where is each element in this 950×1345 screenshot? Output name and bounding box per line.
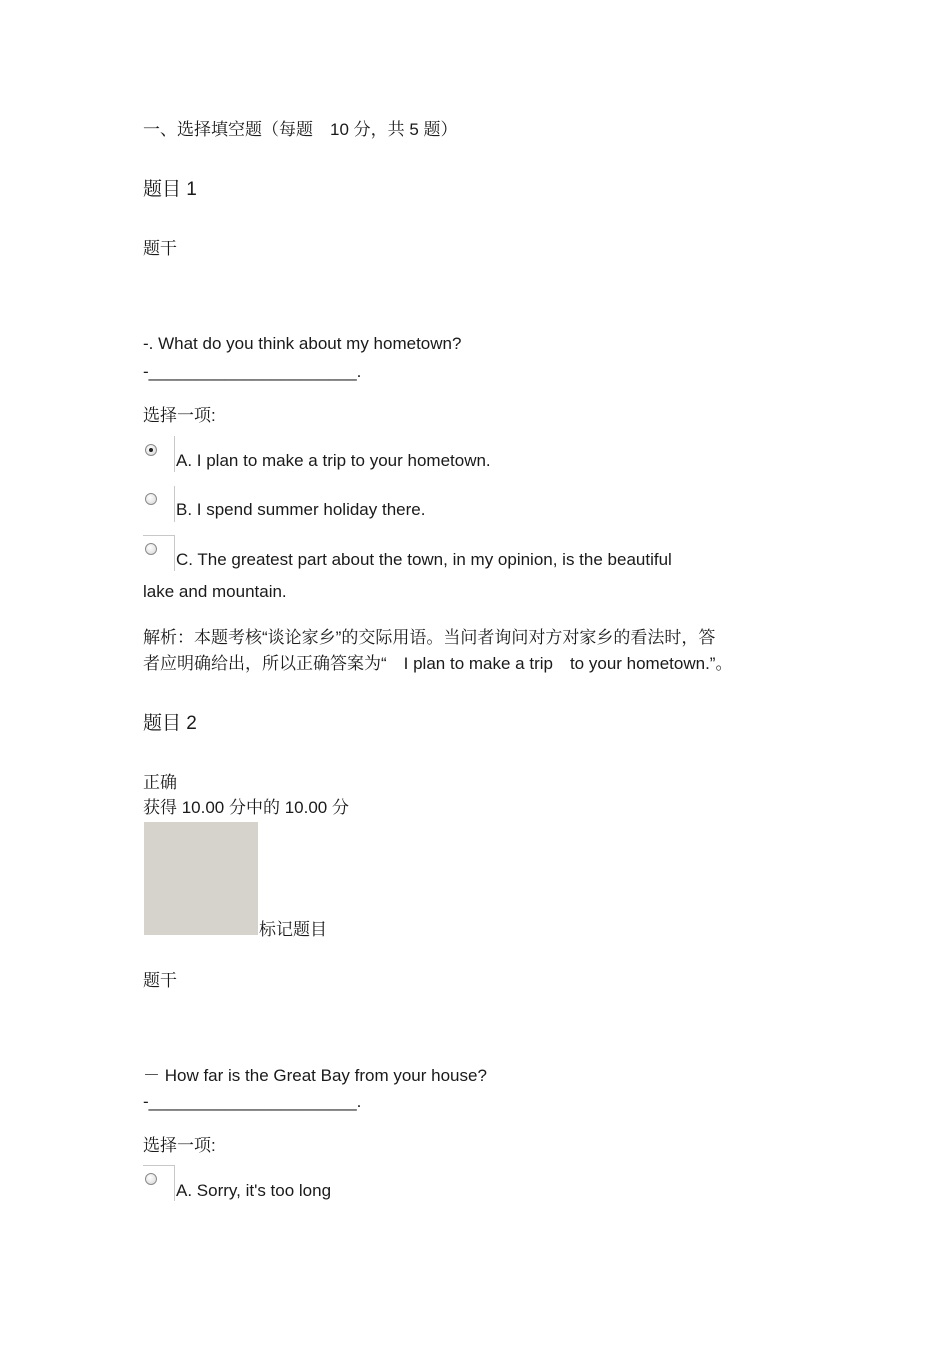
question-2-text: － How far is the Great Bay from your house? bbox=[143, 1066, 487, 1085]
question-1-heading: 题目 1 bbox=[143, 179, 197, 200]
question-2-score: 获得 10.00 分中的 10.00 分 bbox=[143, 798, 349, 817]
radio-button-icon[interactable] bbox=[145, 1173, 157, 1185]
flag-label[interactable]: 标记题目 bbox=[259, 920, 327, 939]
section-title: 一、选择填空题（每题 10 分，共 5 题） bbox=[143, 120, 458, 139]
option-label[interactable]: B. I spend summer holiday there. bbox=[176, 500, 426, 519]
question-2-heading: 题目 2 bbox=[143, 713, 197, 734]
question-2-choose-label: 选择一项: bbox=[143, 1136, 216, 1155]
question-2-status: 正确 bbox=[143, 773, 177, 792]
option-label-continuation: lake and mountain. bbox=[143, 582, 287, 601]
option-divider bbox=[174, 535, 175, 571]
radio-button-checked-icon[interactable] bbox=[145, 444, 157, 456]
flag-icon[interactable] bbox=[144, 822, 258, 935]
option-divider bbox=[174, 1165, 175, 1201]
question-1-blank: -______________________. bbox=[143, 362, 362, 381]
radio-button-icon[interactable] bbox=[145, 543, 157, 555]
question-1-choose-label: 选择一项: bbox=[143, 406, 216, 425]
analysis-line-2: 者应明确给出，所以正确答案为“ I plan to make a trip to your hometown.”。 bbox=[143, 654, 733, 673]
radio-button-icon[interactable] bbox=[145, 493, 157, 505]
option-label[interactable]: A. I plan to make a trip to your hometown. bbox=[176, 451, 491, 470]
question-2-blank: -______________________. bbox=[143, 1092, 362, 1111]
option-divider bbox=[174, 486, 175, 522]
option-divider bbox=[143, 1165, 175, 1166]
option-divider bbox=[143, 535, 175, 536]
question-1-text: -. What do you think about my hometown? bbox=[143, 334, 462, 353]
question-1-stem-label: 题干 bbox=[143, 239, 177, 258]
option-divider bbox=[174, 436, 175, 472]
question-2-stem-label: 题干 bbox=[143, 971, 177, 990]
option-label[interactable]: C. The greatest part about the town, in my opinion, is the beautiful bbox=[176, 550, 672, 569]
analysis-line-1: 解析：本题考核“谈论家乡”的交际用语。当问者询问对方对家乡的看法时，答 bbox=[143, 628, 716, 647]
option-label[interactable]: A. Sorry, it's too long bbox=[176, 1181, 332, 1200]
